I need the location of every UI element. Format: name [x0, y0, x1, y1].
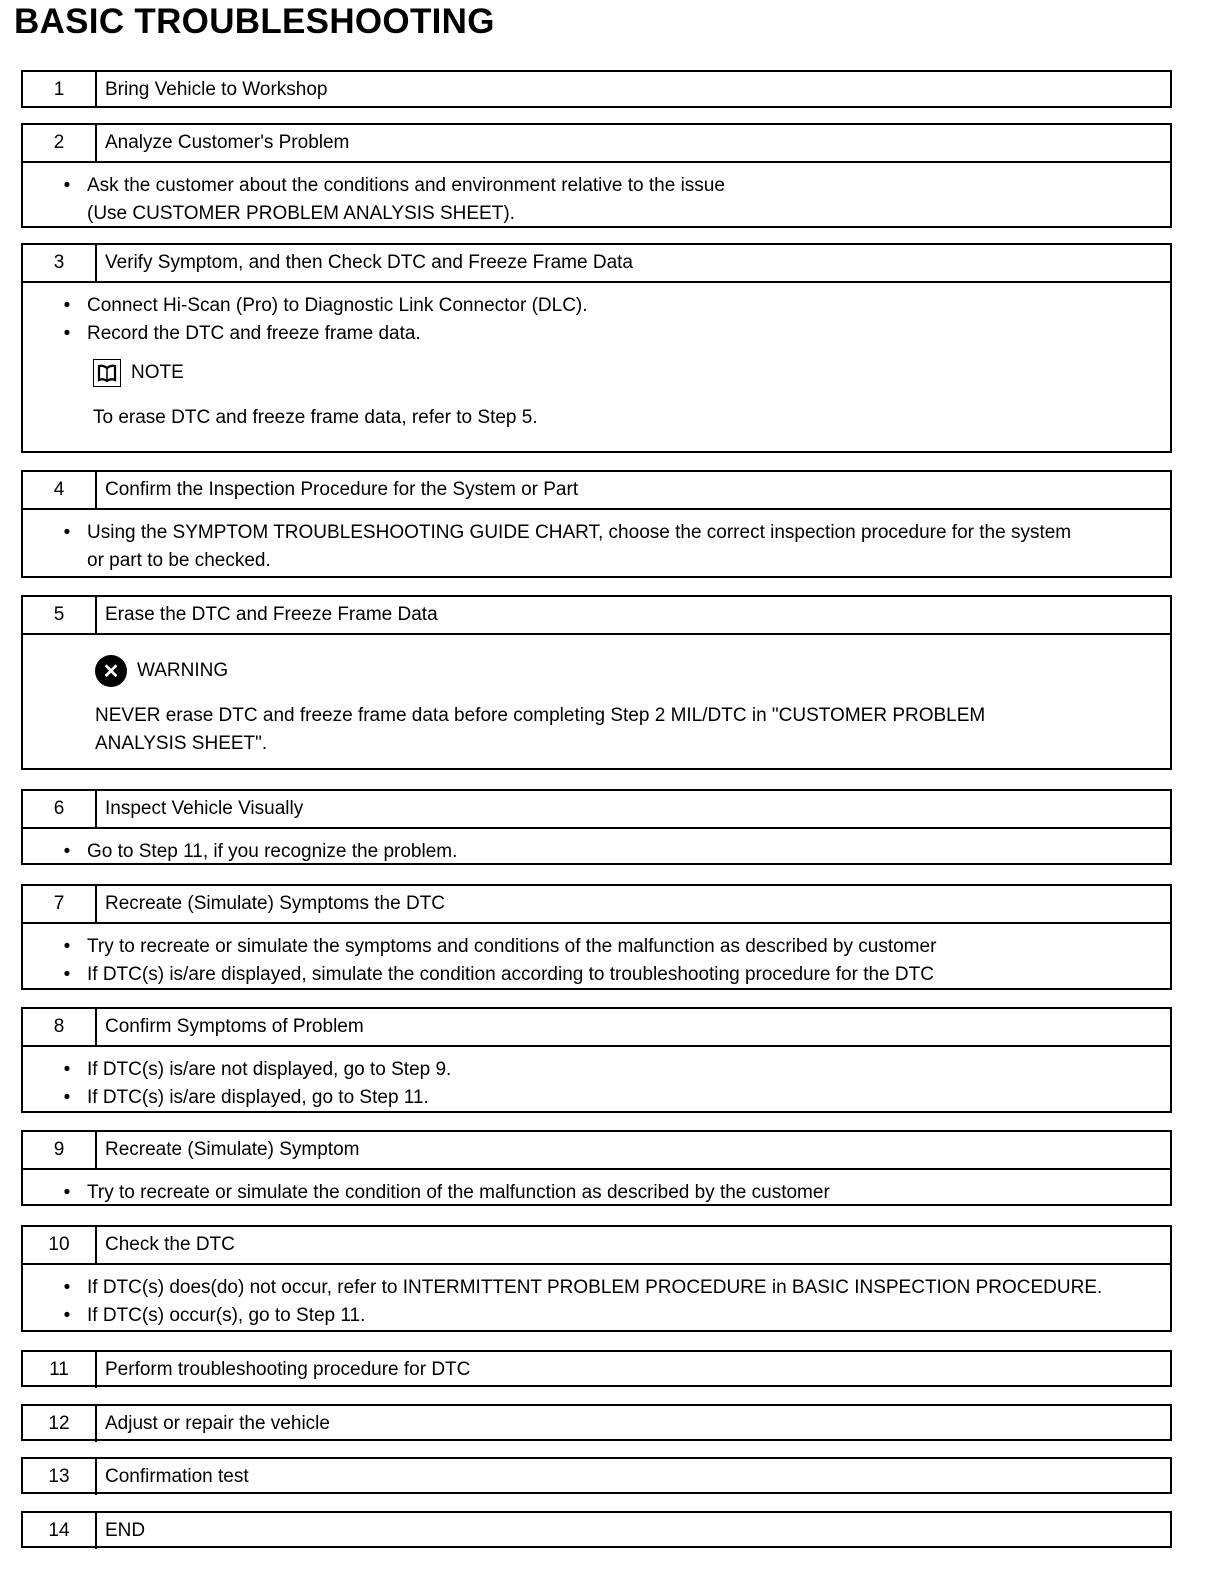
step-9: [21, 1130, 1172, 1206]
bullet: [23, 1059, 87, 1081]
list-item-text: If DTC(s) occur(s), go to Step 11.: [87, 1305, 366, 1326]
bullet-dot: •: [63, 175, 71, 196]
list-item-text: If DTC(s) is/are displayed, go to Step 11.: [87, 1087, 429, 1108]
step-number: 11: [23, 1352, 97, 1388]
step-2: [21, 123, 1172, 228]
note-text: To erase DTC and freeze frame data, refer to Step 5.: [93, 407, 538, 428]
list-item: [23, 1179, 1170, 1207]
bullet-dot: •: [63, 295, 71, 316]
step-header: [23, 1459, 1170, 1495]
book-icon: [93, 359, 121, 387]
bullet: [23, 1182, 87, 1204]
step-title: Recreate (Simulate) Symptoms the DTC: [105, 893, 445, 914]
bullet-dot: •: [63, 1182, 71, 1203]
list-item: [23, 320, 1170, 348]
list-item: [23, 838, 1170, 866]
step-title: Recreate (Simulate) Symptom: [105, 1139, 360, 1160]
bullet: [23, 1087, 87, 1109]
list-item: [23, 519, 1170, 547]
list-item: [23, 961, 1170, 989]
list-item: [23, 547, 1170, 575]
step-title: Confirm the Inspection Procedure for the System or Part: [105, 479, 579, 500]
bullet: [23, 964, 87, 986]
list-item: [23, 172, 1170, 200]
step-number: 9: [23, 1132, 97, 1168]
step-body: [23, 281, 1170, 451]
step-header: [23, 1513, 1170, 1549]
page-title: BASIC TROUBLESHOOTING: [14, 2, 495, 41]
list-item-text: or part to be checked.: [87, 550, 271, 571]
step-body: [23, 508, 1170, 576]
warning-text: NEVER erase DTC and freeze frame data before completing Step 2 MIL/DTC in "CUSTOMER PROBLEM ANALYSIS SHEET".: [95, 705, 986, 754]
step-body: [23, 633, 1170, 768]
step-body: [23, 161, 1170, 226]
step-title: Confirm Symptoms of Problem: [105, 1016, 364, 1037]
step-title: Bring Vehicle to Workshop: [105, 79, 328, 100]
step-number: 14: [23, 1513, 97, 1549]
step-number: 3: [23, 245, 97, 281]
step-title: Confirmation test: [105, 1466, 249, 1487]
step-number: 6: [23, 791, 97, 827]
step-body: [23, 922, 1170, 988]
bullet: [23, 323, 87, 345]
bullet: [23, 295, 87, 317]
step-6: [21, 789, 1172, 865]
step-header: [23, 1009, 1170, 1045]
bullet-dot: •: [63, 522, 71, 543]
list-item-text: (Use CUSTOMER PROBLEM ANALYSIS SHEET).: [87, 203, 515, 224]
warning-header: [95, 654, 1170, 688]
note-header: [93, 356, 1170, 390]
list-item: [23, 1302, 1170, 1330]
step-header: [23, 125, 1170, 161]
step-14: [21, 1511, 1172, 1548]
bullet-dot: •: [63, 841, 71, 862]
step-header: [23, 791, 1170, 827]
bullet-dot: •: [63, 323, 71, 344]
x-circle-icon: ✕: [95, 655, 127, 687]
step-header: [23, 1406, 1170, 1442]
step-title: Erase the DTC and Freeze Frame Data: [105, 604, 438, 625]
step-number: 10: [23, 1227, 97, 1263]
step-3: [21, 243, 1172, 453]
step-number: 2: [23, 125, 97, 161]
step-header: [23, 1132, 1170, 1168]
list-item-text: If DTC(s) is/are not displayed, go to Step 9.: [87, 1059, 452, 1080]
step-header: [23, 597, 1170, 633]
list-item-text: If DTC(s) does(do) not occur, refer to INTERMITTENT PROBLEM PROCEDURE in BASIC INSPECTION PROCEDURE.: [87, 1277, 1103, 1298]
list-item: [23, 200, 1170, 228]
step-body: [23, 1168, 1170, 1204]
step-number: 8: [23, 1009, 97, 1045]
step-body: [23, 1045, 1170, 1111]
step-header: [23, 245, 1170, 281]
list-item-text: If DTC(s) is/are displayed, simulate the condition according to troubleshooting procedure for the DTC: [87, 964, 934, 985]
warning-label: WARNING: [137, 660, 229, 681]
step-8: [21, 1007, 1172, 1113]
note-callout: [23, 356, 1170, 432]
list-item-text: Record the DTC and freeze frame data.: [87, 323, 421, 344]
step-number: 12: [23, 1406, 97, 1442]
list-item: [23, 1274, 1170, 1302]
list-item: [23, 1084, 1170, 1112]
step-10: [21, 1225, 1172, 1332]
bullet-dot: •: [63, 1277, 71, 1298]
step-number: 4: [23, 472, 97, 508]
step-header: [23, 72, 1170, 108]
step-number: 7: [23, 886, 97, 922]
list-item-text: Using the SYMPTOM TROUBLESHOOTING GUIDE CHART, choose the correct inspection procedure for the system: [87, 522, 1072, 543]
list-item-text: Try to recreate or simulate the symptoms and conditions of the malfunction as described by customer: [87, 936, 937, 957]
list-item-text: Ask the customer about the conditions and environment relative to the issue: [87, 175, 725, 196]
step-title: Check the DTC: [105, 1234, 235, 1255]
list-item-text: Go to Step 11, if you recognize the problem.: [87, 841, 458, 862]
bullet: [23, 1305, 87, 1327]
step-title: Perform troubleshooting procedure for DTC: [105, 1359, 471, 1380]
step-title: Analyze Customer's Problem: [105, 132, 350, 153]
bullet: [23, 936, 87, 958]
step-header: [23, 1227, 1170, 1263]
bullet: [23, 841, 87, 863]
step-number: 13: [23, 1459, 97, 1495]
step-13: [21, 1457, 1172, 1494]
step-5: [21, 595, 1172, 770]
step-title: Inspect Vehicle Visually: [105, 798, 304, 819]
step-7: [21, 884, 1172, 990]
step-12: [21, 1404, 1172, 1441]
step-1: [21, 70, 1172, 108]
bullet: [23, 175, 87, 197]
list-item-text: Try to recreate or simulate the condition of the malfunction as described by the customer: [87, 1182, 830, 1203]
bullet: [23, 522, 87, 544]
bullet: [23, 1277, 87, 1299]
step-4: [21, 470, 1172, 578]
step-title: END: [105, 1520, 146, 1541]
step-11: [21, 1350, 1172, 1387]
bullet-dot: •: [63, 936, 71, 957]
list-item-text: Connect Hi-Scan (Pro) to Diagnostic Link Connector (DLC).: [87, 295, 588, 316]
step-number: 1: [23, 72, 97, 108]
list-item: [23, 933, 1170, 961]
note-label: NOTE: [131, 362, 184, 383]
list-item: [23, 292, 1170, 320]
bullet-dot: •: [63, 1059, 71, 1080]
step-body: [23, 827, 1170, 863]
step-title: Verify Symptom, and then Check DTC and Freeze Frame Data: [105, 252, 633, 273]
bullet-dot: •: [63, 1305, 71, 1326]
bullet-dot: •: [63, 964, 71, 985]
step-number: 5: [23, 597, 97, 633]
warning-callout: [23, 654, 1170, 758]
step-header: [23, 886, 1170, 922]
step-header: [23, 1352, 1170, 1388]
bullet-dot: •: [63, 1087, 71, 1108]
step-title: Adjust or repair the vehicle: [105, 1413, 330, 1434]
step-body: [23, 1263, 1170, 1330]
list-item: [23, 1056, 1170, 1084]
step-header: [23, 472, 1170, 508]
